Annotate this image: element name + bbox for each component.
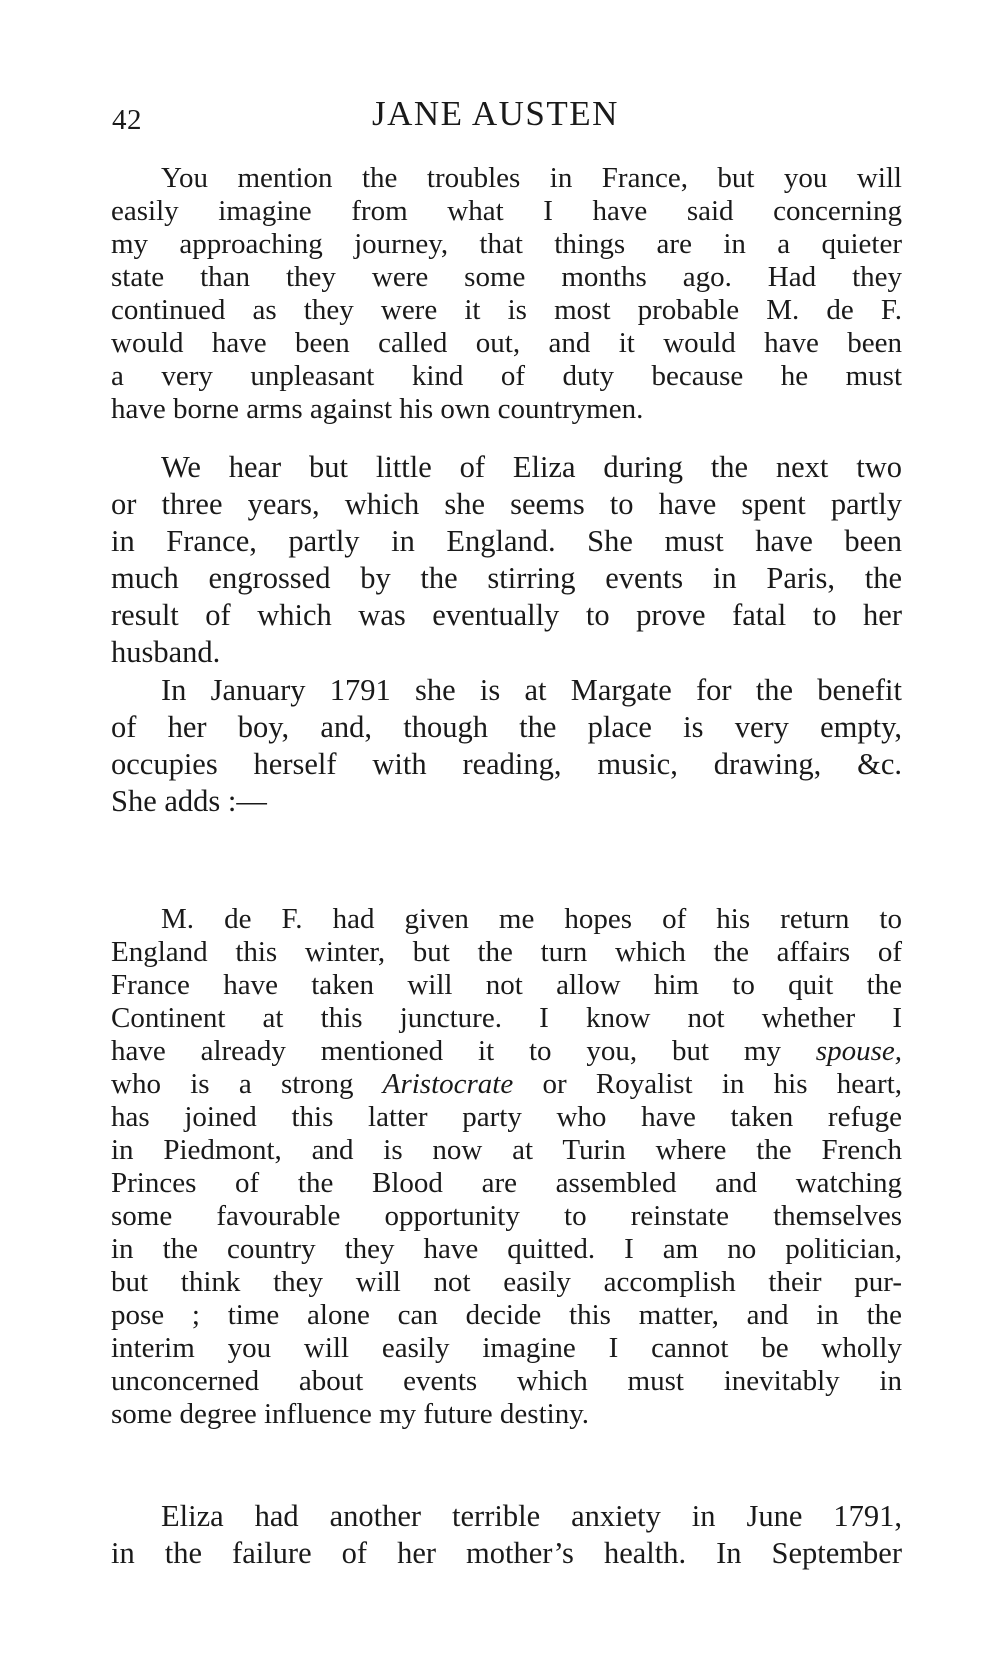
text-line: a very unpleasant kind of duty because he must bbox=[111, 360, 902, 392]
text-line: easily imagine from what I have said concerning bbox=[111, 195, 902, 227]
text-line: France have taken will not allow him to quit the bbox=[111, 969, 902, 1001]
text-line: some favourable opportunity to reinstate themselves bbox=[111, 1200, 902, 1232]
text-line: pose ; time alone can decide this matter, and in the bbox=[111, 1299, 902, 1331]
letter-quote-2 bbox=[111, 903, 902, 1431]
text-line: but think they will not easily accomplish their pur- bbox=[111, 1266, 902, 1298]
text-line: M. de F. had given me hopes of his return to bbox=[161, 903, 902, 935]
text-line: In January 1791 she is at Margate for the benefit bbox=[161, 673, 902, 707]
text-line: would have been called out, and it would have been bbox=[111, 327, 902, 359]
line-text: who is a strong bbox=[111, 1068, 383, 1100]
text-line: England this winter, but the turn which the affairs of bbox=[111, 936, 902, 968]
italic-word: Aristocrate bbox=[382, 1068, 514, 1100]
italic-word: spouse, bbox=[815, 1035, 902, 1067]
text-line: continued as they were it is most probable M. de F. bbox=[111, 294, 902, 326]
text-line: in the failure of her mother’s health. In September bbox=[111, 1536, 902, 1570]
text-line: have borne arms against his own countrymen. bbox=[111, 393, 644, 425]
text-line: or three years, which she seems to have spent partly bbox=[111, 487, 902, 521]
text-line: occupies herself with reading, music, drawing, &c. bbox=[111, 747, 902, 781]
text-line: Princes of the Blood are assembled and watching bbox=[111, 1167, 902, 1199]
text-line: much engrossed by the stirring events in Paris, the bbox=[111, 561, 902, 595]
text-line: unconcerned about events which must inevitably in bbox=[111, 1365, 902, 1397]
page-header bbox=[112, 92, 902, 142]
text-line: Eliza had another terrible anxiety in June 1791, bbox=[161, 1499, 902, 1533]
running-head: JANE AUSTEN bbox=[372, 94, 619, 133]
body-paragraph-1 bbox=[111, 449, 902, 671]
body-paragraph-2 bbox=[111, 672, 902, 820]
text-line: We hear but little of Eliza during the next two bbox=[161, 450, 902, 484]
text-line: Continent at this juncture. I know not whether I bbox=[111, 1002, 902, 1034]
text-line: some degree influence my future destiny. bbox=[111, 1398, 590, 1430]
text-line bbox=[111, 1068, 902, 1101]
text-line: in Piedmont, and is now at Turin where the French bbox=[111, 1134, 902, 1166]
body-paragraph-3 bbox=[111, 1498, 902, 1572]
line-text: have already mentioned it to you, but my bbox=[111, 1035, 816, 1067]
text-line bbox=[111, 1035, 902, 1068]
text-line: You mention the troubles in France, but you will bbox=[161, 162, 902, 194]
text-line: husband. bbox=[111, 635, 221, 669]
text-line: of her boy, and, though the place is very empty, bbox=[111, 710, 902, 744]
text-line: state than they were some months ago. Had they bbox=[111, 261, 902, 293]
text-line: my approaching journey, that things are in a quieter bbox=[111, 228, 902, 260]
text-line: She adds :— bbox=[111, 784, 267, 818]
line-text: or Royalist in his heart, bbox=[513, 1068, 902, 1100]
letter-quote-1 bbox=[111, 162, 902, 426]
text-line: in France, partly in England. She must have been bbox=[111, 524, 902, 558]
text-line: interim you will easily imagine I cannot be wholly bbox=[111, 1332, 902, 1364]
text-line: in the country they have quitted. I am no politician, bbox=[111, 1233, 902, 1265]
text-line: has joined this latter party who have taken refuge bbox=[111, 1101, 902, 1133]
page-number: 42 bbox=[112, 104, 142, 136]
text-line: result of which was eventually to prove fatal to her bbox=[111, 598, 902, 632]
